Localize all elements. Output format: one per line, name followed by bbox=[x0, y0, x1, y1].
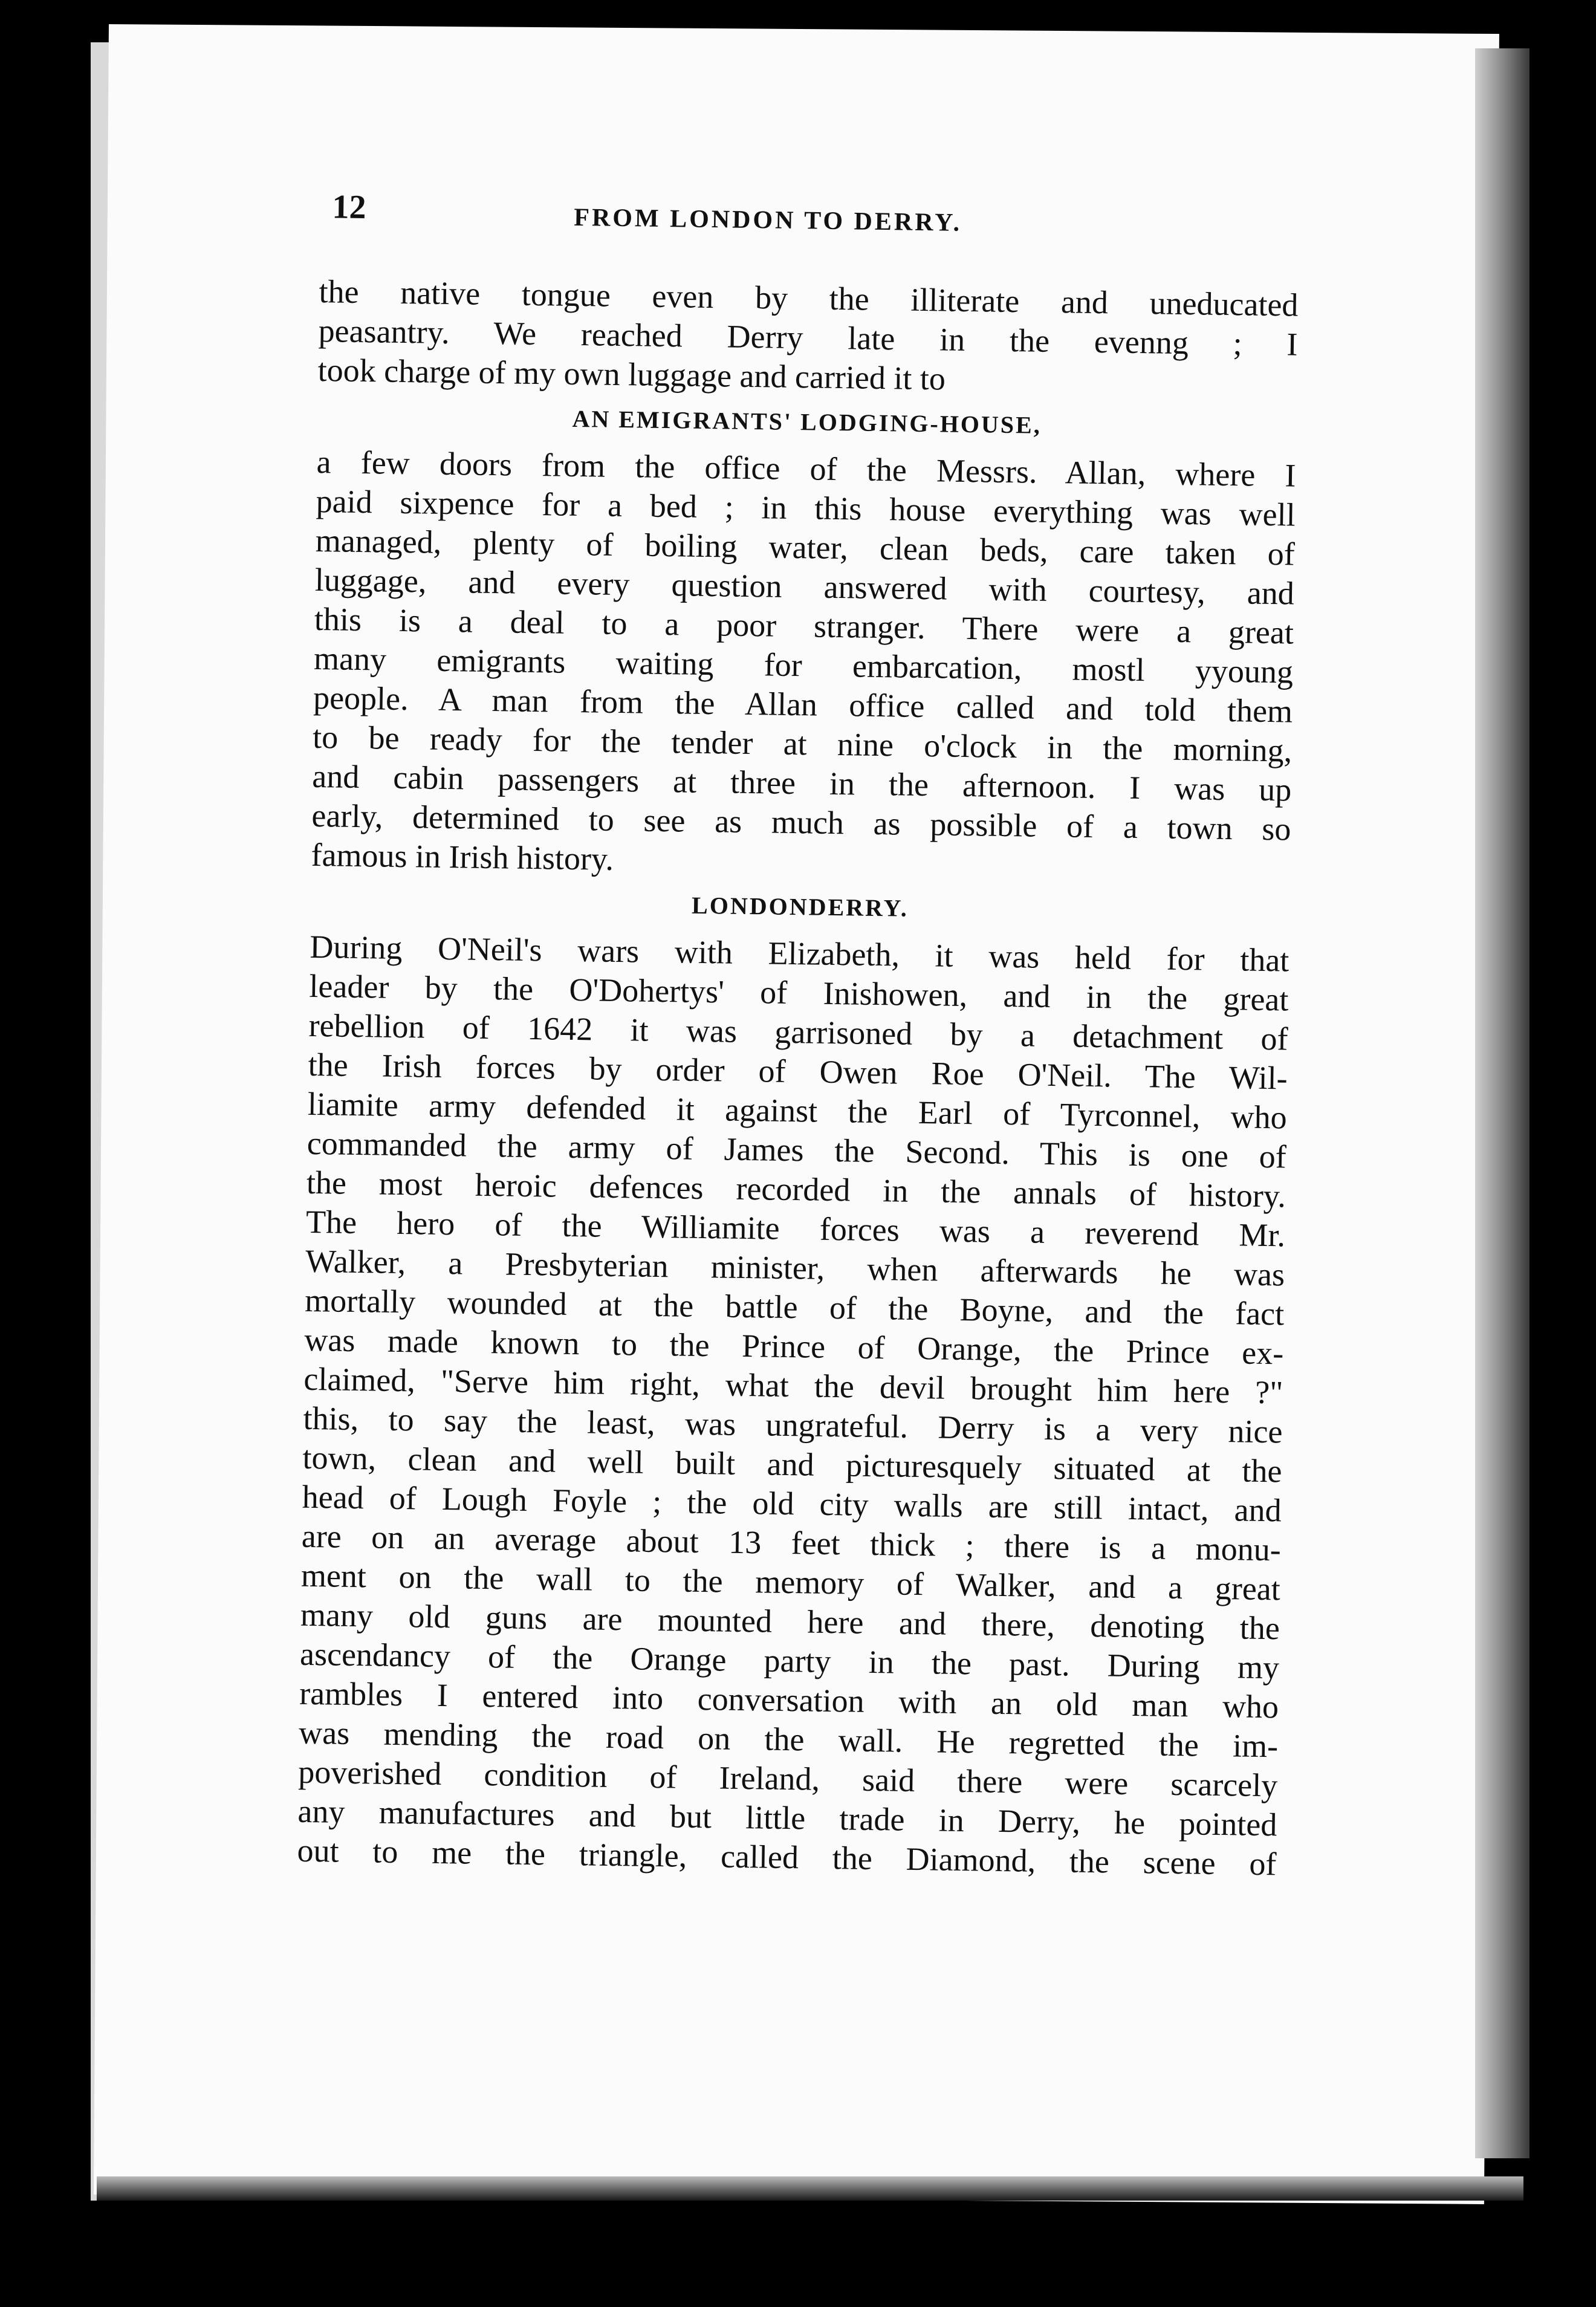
text-line: and cabin passengers at three in the afternoon. I was up bbox=[311, 758, 1292, 808]
paragraph-2 bbox=[311, 443, 1296, 889]
text-line: leader by the O'Dohertys' of Inishowen, and in the great bbox=[309, 967, 1289, 1018]
text-line: this is a deal to a poor stranger. There were a great bbox=[314, 600, 1294, 651]
text-line: claimed, "Serve him right, what the devil brought him here ?" bbox=[303, 1360, 1283, 1411]
text-line: head of Lough Foyle ; the old city walls are still intact, and bbox=[302, 1478, 1282, 1529]
text-line: many emigrants waiting for embarcation, mostl yyoung bbox=[313, 640, 1294, 690]
text-line: a few doors from the office of the Messrs. Allan, where I bbox=[316, 443, 1296, 494]
text-line: this, to say the least, was ungrateful. Derry is a very nice bbox=[303, 1400, 1283, 1450]
text-line: peasantry. We reached Derry late in the evenng ; I bbox=[318, 312, 1298, 363]
text-line: famous in Irish history. bbox=[311, 836, 614, 877]
page-text bbox=[297, 187, 1300, 1884]
text-line: people. A man from the Allan office called and told them bbox=[313, 679, 1293, 730]
text-line: ascendancy of the Orange party in the past. During my bbox=[299, 1635, 1280, 1686]
text-line: mortally wounded at the battle of the Boyne, and the fact bbox=[304, 1282, 1285, 1332]
text-line: to be ready for the tender at nine o'clock in the morning, bbox=[312, 718, 1293, 769]
section-heading-lodging-house: AN EMIGRANTS' LODGING-HOUSE, bbox=[572, 404, 1042, 439]
page-number: 12 bbox=[332, 188, 366, 227]
text-line: out to me the triangle, called the Diamond, the scene of bbox=[297, 1832, 1277, 1883]
paragraph-3 bbox=[297, 927, 1289, 1884]
text-line: commanded the army of James the Second. This is one of bbox=[307, 1124, 1287, 1175]
text-line: liamite army defended it against the Earl of Tyrconnel, who bbox=[307, 1085, 1288, 1136]
paragraph-1 bbox=[317, 272, 1299, 404]
running-title: FROM LONDON TO DERRY. bbox=[574, 203, 962, 237]
text-line: was made known to the Prince of Orange, the Prince ex- bbox=[303, 1321, 1284, 1372]
section-heading-londonderry: LONDONDERRY. bbox=[691, 891, 909, 922]
text-line: the native tongue even by the illiterate and uneducated bbox=[319, 273, 1299, 323]
text-line: the most heroic defences recorded in the annals of history. bbox=[306, 1164, 1286, 1215]
text-line: town, clean and well built and picturesquely situated at the bbox=[302, 1439, 1282, 1490]
text-line: was mending the road on the wall. He regretted the im- bbox=[298, 1714, 1279, 1765]
text-line: many old guns are mounted here and there, denoting the bbox=[300, 1596, 1280, 1647]
text-line: Walker, a Presbyterian minister, when afterwards he was bbox=[305, 1242, 1285, 1293]
text-line: rebellion of 1642 it was garrisoned by a detachment of bbox=[308, 1007, 1288, 1057]
text-line: paid sixpence for a bed ; in this house everything was well bbox=[316, 482, 1296, 533]
page-gutter-shadow bbox=[1475, 48, 1529, 2158]
text-line: The hero of the Williamite forces was a reverend Mr. bbox=[305, 1203, 1286, 1254]
page-bottom-edge bbox=[97, 2176, 1523, 2201]
text-line: During O'Neil's wars with Elizabeth, it was held for that bbox=[310, 928, 1289, 979]
text-line: are on an average about 13 feet thick ; there is a monu- bbox=[301, 1517, 1282, 1568]
text-line: poverished condition of Ireland, said there were scarcely bbox=[297, 1753, 1278, 1804]
text-line: ment on the wall to the memory of Walker, and a great bbox=[300, 1557, 1281, 1608]
text-line: luggage, and every question answered with courtesy, and bbox=[314, 561, 1295, 612]
text-line: managed, plenty of boiling water, clean beds, care taken of bbox=[315, 522, 1296, 573]
text-line: any manufactures and but little trade in Derry, he pointed bbox=[297, 1793, 1277, 1843]
text-line: the Irish forces by order of Owen Roe O'Neil. The Wil- bbox=[308, 1046, 1288, 1097]
text-line: early, determined to see as much as possible of a town so bbox=[311, 797, 1291, 848]
text-line: rambles I entered into conversation with an old man who bbox=[299, 1675, 1279, 1725]
text-line: took charge of my own luggage and carried it to bbox=[317, 351, 946, 397]
